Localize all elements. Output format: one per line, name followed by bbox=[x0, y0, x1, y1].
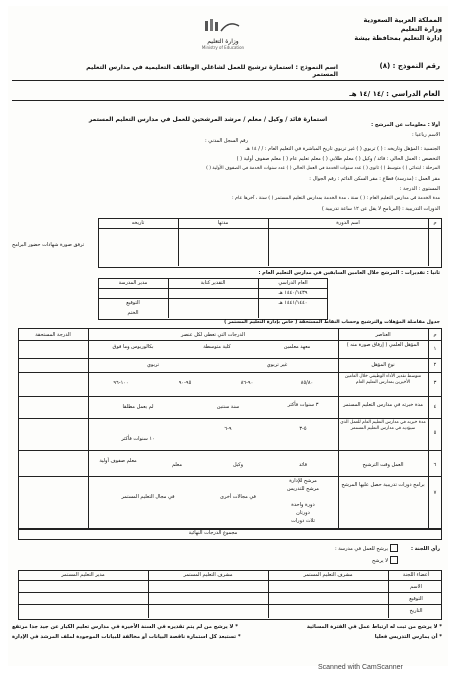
note: * لا يرشح من لم يتم تقديره في السنة الأخيرة في مدارس تعليم الكبار عن جيد جدا مرتفع bbox=[12, 624, 238, 630]
score-row-value: ٩-٦ bbox=[224, 426, 232, 432]
table-rule bbox=[18, 592, 442, 593]
committee-field: الاسم bbox=[410, 584, 422, 590]
score-row-label: مدة خبرته في مدارس التعليم المستمر bbox=[343, 402, 423, 408]
table-rule bbox=[98, 228, 442, 229]
score-row-value: بكالوريوس وما فوق bbox=[112, 344, 154, 350]
committee-col: مدير التعليم المستمر bbox=[61, 572, 105, 578]
score-row-value: غير تربوي bbox=[266, 362, 288, 368]
nominate-checkbox[interactable] bbox=[390, 544, 398, 552]
logo-mark-icon bbox=[203, 18, 243, 34]
score-row-label: المؤهل العلمي ( إرفاق صورة منه ) bbox=[346, 342, 420, 348]
ratings-sign-label: التوقيع bbox=[126, 300, 140, 306]
total-label: مجموع الدرجات النهائية bbox=[188, 530, 238, 536]
score-row-label: نوع المؤهل bbox=[371, 362, 395, 368]
score-row-value: ٨٥/٨٠ bbox=[300, 380, 314, 386]
note: * لا يرشح من ثبت له ارتباط عمل في الفترة المسائية bbox=[306, 624, 442, 630]
score-row-label: مدة خبرته في مدارس التعليم العام للعمل الذي سيؤديه في مدارس التعليم المستمر bbox=[340, 420, 426, 431]
table-rule bbox=[18, 358, 442, 359]
score-row-no: ١ bbox=[433, 346, 437, 352]
ratings-col-year: العام الدراسي bbox=[278, 280, 308, 286]
score-row-value: وكيل bbox=[232, 462, 244, 468]
field-service: مدة الخدمة في مدارس التعليم العام : ( ) سنة ، مدة الخدمة بمدارس التعليم المستمر ( ) سنة ، آخرها عام : bbox=[232, 196, 440, 201]
score-row-no: ٢ bbox=[433, 362, 437, 368]
committee-col: مشرف التعليم المستمر bbox=[183, 572, 233, 578]
courses-col-name: اسم الدورة bbox=[336, 220, 360, 226]
courses-col-date: تاريخه bbox=[131, 220, 145, 226]
score-row-value: تربوي bbox=[146, 362, 160, 368]
not-nominate-option: لا يرشح bbox=[371, 558, 388, 564]
score-row-no: ٣ bbox=[433, 380, 437, 386]
field-specialty: التخصص : العمل الحالي : قائد / وكيل ( ) معلم طلابي ( ) معلم تعليم عام ( ) معلم صفوف أولية ( ) bbox=[236, 156, 440, 162]
form-page bbox=[8, 6, 448, 666]
table-rule bbox=[178, 218, 179, 266]
table-rule bbox=[268, 218, 269, 266]
score-col-points: الدرجات التي تعطى لكل عنصر bbox=[181, 332, 245, 338]
score-row-value: في مجال التعليم المستمر bbox=[121, 494, 175, 500]
table-rule bbox=[388, 570, 389, 618]
ratings-row-year: ١٤٤٠/١٤٣٩ هـ bbox=[278, 290, 308, 296]
committee-members-label: أعضاء اللجنة bbox=[402, 572, 430, 578]
score-row-label: متوسط تقدير الأداء الوظيفي خلال العامين الأخيرين بمدارس التعليم العام bbox=[344, 374, 422, 385]
score-row-no: ٧ bbox=[433, 490, 437, 496]
form-name: اسم النموذج : استمارة ترشيح للعمل لشاغلي الوظائف التعليمية في مدارس التعليم المستمر bbox=[86, 64, 338, 78]
field-level: المستوى : الدرجة : bbox=[399, 186, 440, 192]
score-row-value: قائد bbox=[299, 462, 307, 468]
score-row-value: ١٠ سنوات فأكثر bbox=[121, 436, 155, 442]
ministry-label: وزارة التعليم bbox=[400, 25, 442, 33]
committee-field: التاريخ bbox=[409, 608, 423, 614]
committee-opinion: رأي اللجنة : bbox=[411, 546, 440, 552]
header-block bbox=[312, 16, 442, 43]
divider bbox=[12, 80, 444, 81]
course-count: دورتان bbox=[296, 510, 310, 516]
divider bbox=[12, 100, 444, 101]
table-rule bbox=[18, 450, 442, 451]
score-row-no: ٥ bbox=[433, 430, 437, 436]
table-rule bbox=[98, 288, 328, 289]
attach-note: ترفق صورة شهادات حضور البرامج bbox=[12, 242, 85, 248]
note: * أن يمارس التدريس فعليا bbox=[374, 634, 442, 640]
not-nominate-checkbox[interactable] bbox=[390, 556, 398, 564]
score-row-value: مرشح للتدريس bbox=[287, 486, 319, 492]
table-rule bbox=[258, 278, 259, 318]
score-row-label: برامج دورات تدريبية حصل عليها المرشح bbox=[341, 482, 425, 488]
table-rule bbox=[268, 570, 269, 618]
score-row-value: معلم bbox=[171, 462, 183, 468]
field-workplace: مقر العمل : (مدرسة) قطاع : مقر السكن الدائم : رقم الجوال : bbox=[309, 176, 440, 182]
admin-label: إدارة التعليم بمحافظة بيشة bbox=[354, 34, 442, 42]
logo-en-text: Ministry of Education bbox=[201, 45, 245, 50]
score-row-value: ٩٠-٨٦ bbox=[240, 380, 254, 386]
score-row-value: في مجالات أخرى bbox=[220, 494, 256, 500]
score-col-earned: الدرجة المستحقة bbox=[35, 332, 71, 338]
table-rule bbox=[18, 476, 442, 477]
ratings-row-year: ١٤٤١/١٤٤٠ هـ bbox=[278, 300, 308, 306]
table-rule bbox=[148, 570, 149, 618]
form-title: استمارة قائد / وكيل / معلم / مرشد المرشحين للعمل في مدارس التعليم المستمر bbox=[88, 116, 328, 123]
score-row-value: معلم صفوف أولية bbox=[99, 458, 137, 464]
table-rule bbox=[18, 418, 442, 419]
committee-col: مشرف التعليم المستمر bbox=[303, 572, 353, 578]
ratings-col-principal: مدير المدرسة bbox=[118, 280, 148, 286]
score-row-value: ٣ سنوات فأكثر bbox=[287, 402, 319, 408]
field-civil-id: رقم السجل المدني : bbox=[205, 138, 248, 144]
field-name: الاسم رباعيا : bbox=[412, 132, 440, 138]
score-col-element: العناصر bbox=[375, 332, 391, 338]
scanner-watermark: Scanned with CamScanner bbox=[318, 664, 403, 671]
course-count: دورة واحدة bbox=[291, 502, 315, 508]
score-col-no: م bbox=[433, 332, 437, 338]
table-rule bbox=[18, 604, 442, 605]
score-row-value: لم يعمل مطلقا bbox=[122, 404, 154, 410]
table-rule bbox=[18, 580, 442, 581]
score-row-value: ٩٥-٩٠ bbox=[178, 380, 192, 386]
score-row-no: ٦ bbox=[433, 462, 437, 468]
courses-col-no: م bbox=[433, 220, 437, 226]
score-row-no: ٤ bbox=[433, 404, 437, 410]
note: * تستبعد كل استمارة ناقصة البيانات أو مخالفة للبيانات الموجودة لملف المرشد في الإدارة bbox=[12, 634, 241, 640]
committee-field: التوقيع bbox=[409, 596, 423, 602]
logo-ar-text: وزارة التعليم bbox=[207, 38, 239, 45]
ratings-stamp-label: الختم bbox=[127, 310, 139, 316]
score-row-value: مرشح للإدارة bbox=[289, 478, 317, 484]
course-count: ثلاث دورات bbox=[291, 518, 315, 524]
section3-heading: جدول مفاضلة المؤهلات والترشيح وحساب النقاط المستحقة ( خاص بإدارة التعليم المستمر ) bbox=[224, 320, 440, 325]
score-row-value: ٥-٣ bbox=[299, 426, 307, 432]
ministry-logo bbox=[188, 18, 258, 56]
kingdom-label: المملكة العربية السعودية bbox=[363, 16, 442, 24]
section1-heading: أولا : معلومات عن المرشح : bbox=[371, 122, 440, 128]
score-row-label: العمل وقت الترشيح bbox=[362, 462, 404, 468]
score-row-value: معهد معلمين bbox=[283, 344, 311, 350]
form-number: رقم النموذج : (٨) bbox=[379, 62, 440, 70]
table-rule bbox=[168, 278, 169, 318]
field-nationality: الجنسية : المؤهل وتاريخه : ( ) تربوي ( ) غير تربوي تاريخ المباشرة في التعليم العام : / / ١٤ هـ bbox=[245, 146, 440, 152]
section2-heading: ثانيا : تقديرات : المرشح خلال العامين السابقين في مدارس التعليم العام : bbox=[258, 270, 440, 276]
ratings-col-grade: التقدير كتابة bbox=[200, 280, 226, 286]
score-row-value: كلية متوسطة bbox=[203, 344, 231, 350]
table-rule bbox=[98, 298, 328, 299]
score-row-value: سنة سنتين bbox=[216, 404, 240, 410]
table-rule bbox=[18, 340, 442, 341]
courses-col-duration: مدتها bbox=[217, 220, 229, 226]
nominate-option: يرشح للعمل في مدرسة : bbox=[334, 546, 388, 552]
field-courses: الدورات التدريبية : (البرنامج لا يقل عن ١٢ ساعة تدريبية ) bbox=[321, 206, 440, 212]
score-row-value: ١٠٠-٩٦ bbox=[113, 380, 129, 386]
table-rule bbox=[18, 396, 442, 397]
field-stage: المرحلة : ابتدائي ( ) متوسط ( ) ثانوي ( ) عدد سنوات الخدمة في العمل الحالي ( ) عدد سنوات الخدمة في الصفوف الأولية ( ) bbox=[206, 166, 440, 171]
table-rule bbox=[18, 372, 442, 373]
academic-year: العام الدراسي : /١٤ /١٤ هـ bbox=[349, 90, 440, 98]
